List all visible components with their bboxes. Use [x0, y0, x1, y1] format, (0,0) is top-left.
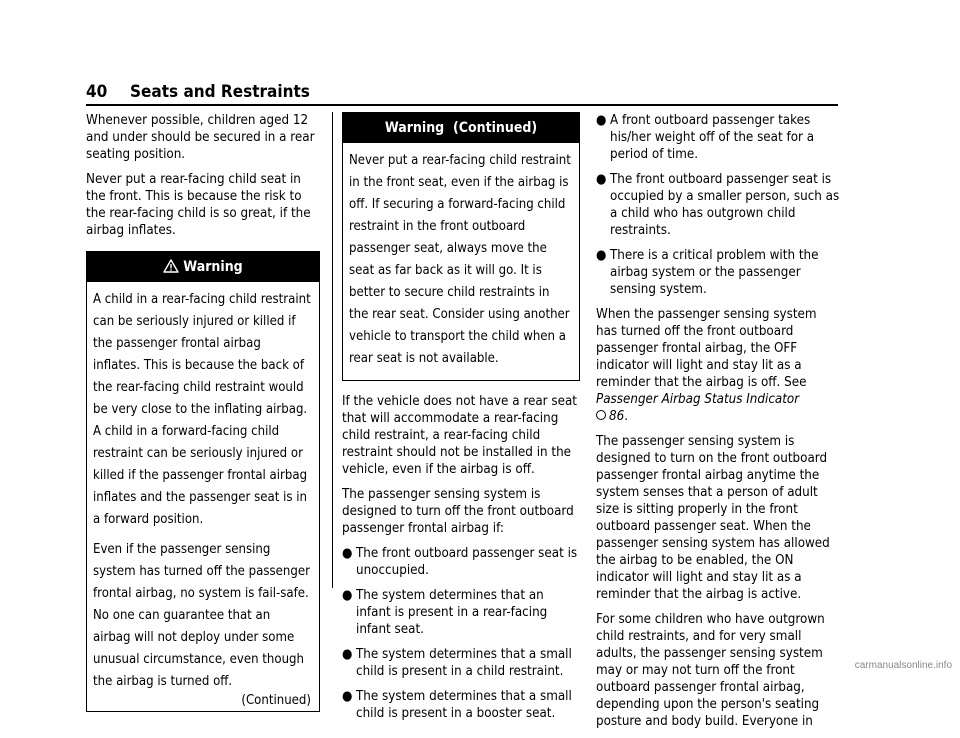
warning-title: Warning — [183, 259, 243, 275]
bullet-icon: ● — [596, 172, 607, 187]
bullet-icon: ● — [342, 647, 353, 662]
section-title: Seats and Restraints — [130, 82, 310, 102]
cross-reference-link[interactable]: Passenger Airbag Status Indicator — [596, 392, 800, 407]
column-middle — [342, 112, 580, 730]
header-rule — [86, 104, 838, 106]
warning-box — [86, 251, 320, 712]
paragraph: Whenever possible, children aged 12 and under should be secured in a rear seating position. — [86, 113, 315, 162]
watermark: carmanualsonline.info — [854, 660, 952, 671]
bullet-icon: ● — [342, 546, 353, 561]
paragraph: For some children who have outgrown child restraints, and for very small adults, the passenger sensing system may or may not turn off the front outboard passenger frontal airbag, depending upon the person's seating posture and body build. Everyone in — [596, 612, 825, 729]
bullet-list — [596, 112, 840, 298]
page-header — [86, 82, 838, 104]
column-right — [596, 112, 840, 738]
warning-header: Warning (Continued) — [343, 113, 579, 143]
page-reference-icon — [596, 410, 606, 420]
list-item: ● There is a critical problem with the airbag system or the passenger sensing system. — [596, 248, 819, 297]
column-left — [86, 112, 320, 722]
list-item: ● The front outboard passenger seat is unoccupied. — [342, 546, 578, 578]
warning-icon — [163, 259, 179, 273]
warning-paragraph: A child in a rear-facing child restraint can be seriously injured or killed if the passenger frontal airbag inflates. This is because the back of the rear-facing child restraint would be very close to the inflating airbag. A child in a forward-facing child restraint can be seriously injured or killed if the passenger frontal airbag inflates and the passenger seat is in a forward position. — [93, 292, 311, 527]
bullet-list — [342, 545, 580, 722]
warning-header — [87, 252, 319, 282]
page-reference[interactable]: 86 — [609, 409, 625, 424]
warning-body — [343, 143, 579, 380]
column-divider — [332, 112, 333, 588]
warning-paragraph: Even if the passenger sensing system has turned off the passenger frontal airbag, no system is fail-safe. No one can guarantee that an airbag will not deploy under some unusual circumstance, even though the airbag is turned off. — [93, 542, 310, 689]
paragraph: Never put a rear-facing child seat in the front. This is because the risk to the rear-facing child is so great, if the airbag inflates. — [86, 172, 311, 238]
warning-box-continued — [342, 112, 580, 381]
paragraph: The passenger sensing system is designed to turn off the front outboard passenger frontal airbag if: — [342, 487, 574, 536]
list-item: ● A front outboard passenger takes his/her weight off of the seat for a period of time. — [596, 113, 815, 162]
bullet-icon: ● — [596, 113, 607, 128]
bullet-icon: ● — [342, 588, 353, 603]
list-item: ● The system determines that a small child is present in a booster seat. — [342, 689, 572, 721]
warning-body — [87, 282, 319, 711]
list-item: ● The front outboard passenger seat is occupied by a smaller person, such as a child who has outgrown child restraints. — [596, 172, 840, 238]
bullet-icon: ● — [342, 689, 353, 704]
paragraph: When the passenger sensing system has turned off the front outboard passenger frontal airbag, the OFF indicator will light and stay lit as a reminder that the airbag is off. See Passenger Airbag Status Indicator 86. — [596, 307, 817, 424]
paragraph: If the vehicle does not have a rear seat that will accommodate a rear-facing child restraint, a rear-facing child restraint should not be installed in the vehicle, even if the airbag is off. — [342, 394, 577, 477]
list-item: ● The system determines that a small child is present in a child restraint. — [342, 647, 572, 679]
warning-paragraph: Never put a rear-facing child restraint in the front seat, even if the airbag is off. If securing a forward-facing child restraint in the front outboard passenger seat, always move the seat as far back as it will go. It is better to secure child restraints in the rear seat. Consider using another vehicle to transport the child when a rear seat is not available. — [349, 153, 571, 366]
continued-label: (Continued) — [241, 693, 311, 708]
paragraph: The passenger sensing system is designed to turn on the front outboard passenger frontal airbag anytime the system senses that a person of adult size is sitting properly in the front outboard passenger seat. When the passenger sensing system has allowed the airbag to be enabled, the ON indicator will light and stay lit as a reminder that the airbag is active. — [596, 434, 830, 602]
list-item: ● The system determines that an infant is present in a rear-facing infant seat. — [342, 588, 548, 637]
page-number: 40 — [86, 82, 108, 102]
bullet-icon: ● — [596, 248, 607, 263]
